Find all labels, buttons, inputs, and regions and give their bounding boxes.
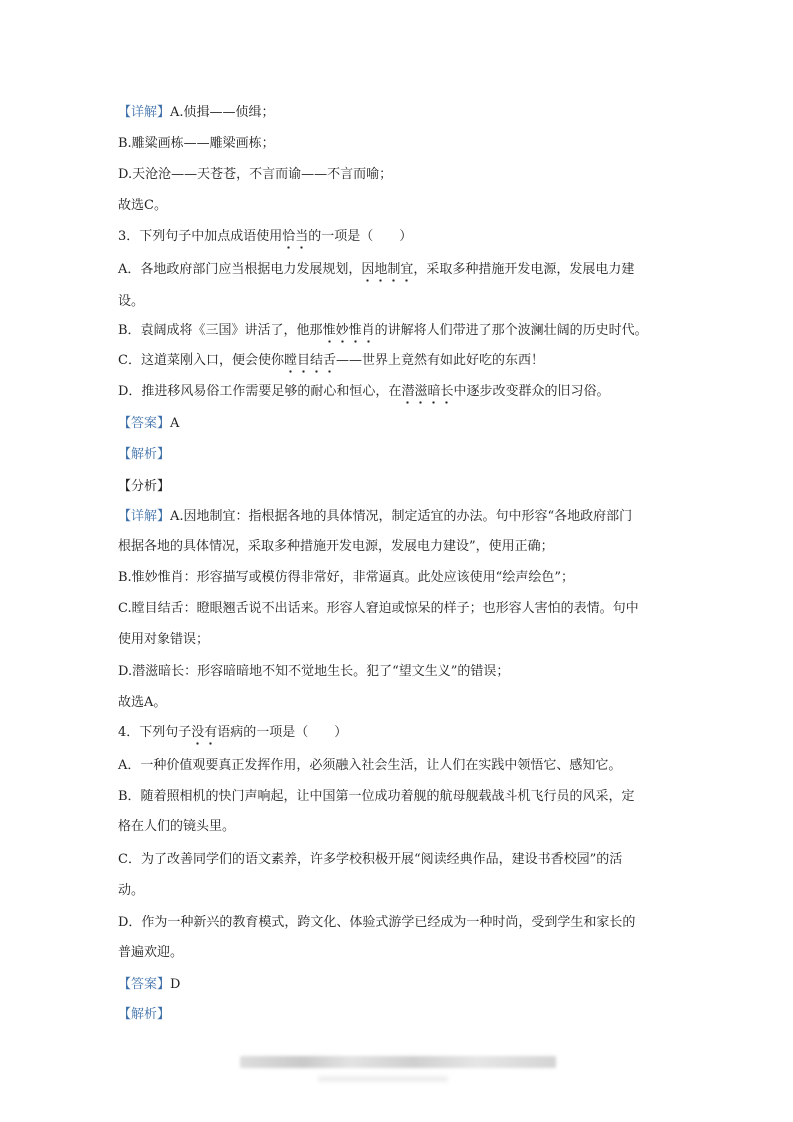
q3-pre: 3．下列句子中加点成语使用 <box>118 229 283 244</box>
q4-post: 语病的一项是（ ） <box>217 725 348 740</box>
q3a-pre: A．各地政府部门应当根据电力发展规划， <box>118 262 362 277</box>
q3-option-a-line-1 <box>118 261 634 279</box>
detail2-line-7: 故选A。 <box>118 695 167 710</box>
detail2-bracket: 【详解】 <box>118 509 171 524</box>
q3c-pre: C．这道菜刚入口，便会使你 <box>118 353 284 368</box>
detail2-line-2: 根据各地的具体情况，采取多种措施开发电源，发展电力建设”，使用正确； <box>118 539 554 554</box>
detail-line-2: B.雕粱画栋——雕梁画栋； <box>118 136 275 151</box>
q3b-post: 的讲解将人们带进了那个波澜壮阔的历史时代。 <box>374 323 648 338</box>
q4-option-a: A．一种价值观要真正发挥作用，必须融入社会生活，让人们在实践中领悟它、感知它。 <box>118 758 622 773</box>
detail2-text: A.因地制宜：指根据各地的具体情况，制定适宜的办法。句中形容“各地政府部门 <box>170 509 633 524</box>
q3-option-c <box>118 352 544 370</box>
blurred-footer <box>240 1056 556 1068</box>
detail2-line-4: C.瞠目结舌：瞪眼翘舌说不出话来。形容人窘迫或惊呆的样子；也形容人害怕的表情。句中 <box>118 601 639 616</box>
q4-option-c-line-1: C．为了改善同学们的语文素养，许多学校积极开展“阅读经典作品，建设书香校园”的活 <box>118 852 623 867</box>
q4-option-b-line-1: B．随着照相机的快门声响起，让中国第一位成功着舰的航母舰载战斗机飞行员的风采，定 <box>118 789 635 804</box>
q3-option-d <box>118 383 609 401</box>
detail-bracket: 【详解】 <box>118 105 171 120</box>
detail-text: A.侦揖——侦缉； <box>170 105 275 120</box>
detail-line-4: 故选C。 <box>118 198 167 213</box>
answer-3 <box>118 415 179 433</box>
q3-dotted: 恰当 <box>282 229 309 244</box>
detail2-line-6: D.潜滋暗长：形容暗暗地不知不觉地生长。犯了“望文生义”的错误； <box>118 664 510 679</box>
detail2-line-3: B.惟妙惟肖：形容描写或模仿得非常好，非常逼真。此处应该使用“绘声绘色”； <box>118 570 574 585</box>
q3-post: 的一项是（ ） <box>308 229 413 244</box>
q4-option-d-line-2: 普遍欢迎。 <box>118 945 184 960</box>
detail-line-3: D.天沧沧——天苍苍，不言而谕——不言而喻； <box>118 167 393 182</box>
answer-4 <box>118 976 180 994</box>
q3d-dotted: 潜滋暗长 <box>401 384 454 399</box>
analysis-label-4: 【解析】 <box>118 1007 171 1022</box>
blurred-footer-sub <box>318 1076 448 1082</box>
analysis-label-3: 【解析】 <box>118 447 171 462</box>
analysis-sub-label-3: 【分析】 <box>118 479 171 494</box>
detail-line-1 <box>118 104 275 122</box>
q3a-dotted: 因地制宜 <box>361 262 414 277</box>
question-4 <box>118 724 347 742</box>
question-3 <box>118 228 412 246</box>
q4-option-d-line-1: D．作为一种新兴的教育模式，跨文化、体验式游学已经成为一种时尚，受到学生和家长的 <box>118 915 636 930</box>
q4-option-b-line-2: 格在人们的镜头里。 <box>118 819 236 834</box>
answer-bracket: 【答案】 <box>118 977 171 992</box>
answer-bracket: 【答案】 <box>118 416 171 431</box>
q3a-post: ，采取多种措施开发电源，发展电力建 <box>413 262 635 277</box>
q4-dotted: 没有 <box>191 725 218 740</box>
q4-option-c-line-2: 动。 <box>118 883 145 898</box>
q3c-dotted: 瞠目结舌 <box>283 353 336 368</box>
q3d-post: 中逐步改变群众的旧习俗。 <box>453 384 610 399</box>
answer-value: A <box>170 416 180 431</box>
q3-option-b <box>118 322 648 340</box>
detail2-line-5: 使用对象错误； <box>118 632 210 647</box>
q3c-post: ——世界上竟然有如此好吃的东西！ <box>335 353 544 368</box>
detail2-line-1 <box>118 508 632 526</box>
q3d-pre: D．推进移风易俗工作需要足够的耐心和恒心，在 <box>118 384 402 399</box>
q3-option-a-line-2: 设。 <box>118 294 145 309</box>
answer-value: D <box>170 977 181 992</box>
q3b-pre: B．袁阔成将《三国》讲活了，他那 <box>118 323 323 338</box>
q3b-dotted: 惟妙惟肖 <box>322 323 375 338</box>
q4-pre: 4．下列句子 <box>118 725 192 740</box>
